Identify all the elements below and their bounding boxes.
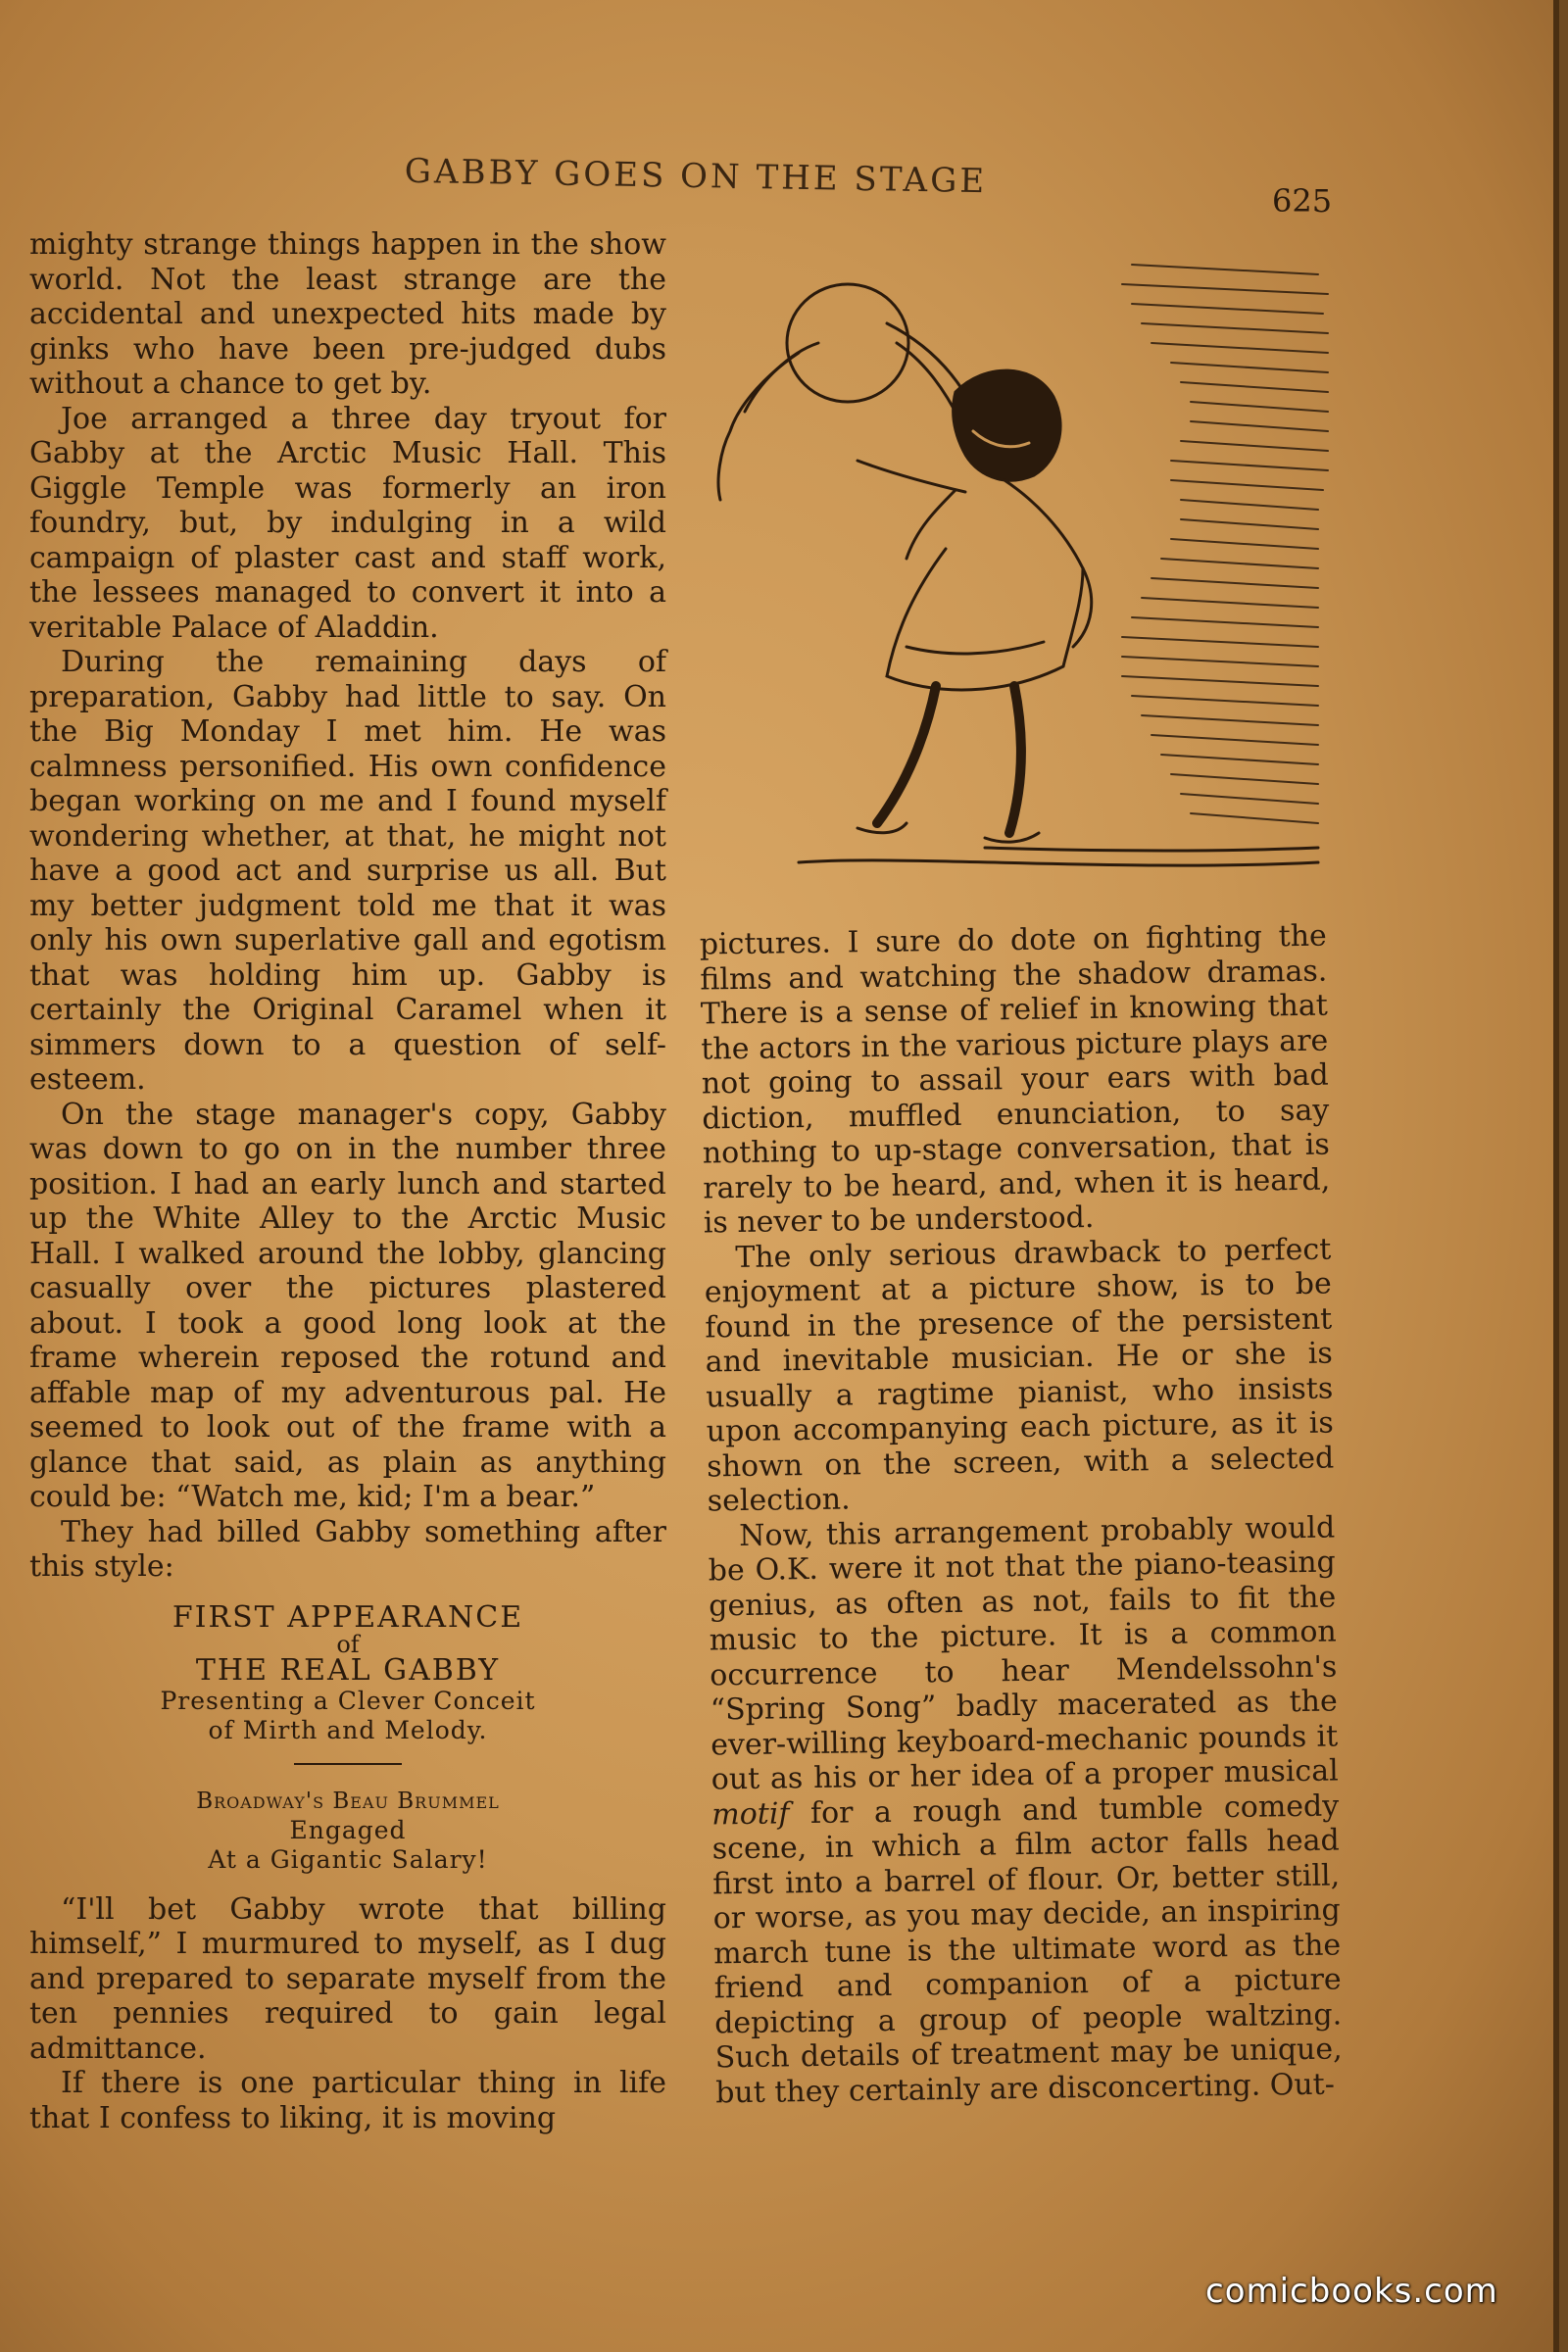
site-watermark: comicbooks.com (1205, 2272, 1498, 2311)
paragraph: They had billed Gabby something after this style: (29, 1514, 666, 1584)
paragraph-text: Now, this arrangement probably would be O.K. were it not that the piano-teasing genius, as often as not, fails to fit the music to the picture. It is a common occurrence to hear Mendelssohn's “Spring Song” badly macerated as the ever-willing keyboard-mechanic pounds it out as his or her idea of a proper musical (708, 1510, 1339, 1797)
right-column (700, 919, 1344, 2111)
paragraph: If there is one particular thing in life that I confess to liking, it is moving (29, 2066, 666, 2135)
paragraph: “I'll bet Gabby wrote that billing himself,” I murmured to myself, as I dug and prepared to separate myself from the ten pennies required to gain legal admittance. (29, 1891, 666, 2066)
billing-line: Presenting a Clever Conceit (160, 1686, 536, 1715)
paragraph: pictures. I sure do dote on fighting the films and watching the shadow dramas. There is a sense of relief in knowing that the actors in the various picture plays are not going to assail your ears with bad diction, muffled enunciation, to say nothing to up-stage conversation, that is rarely to be heard, and, when it is heard, is never to be understood. (699, 918, 1331, 1241)
paragraph: mighty strange things happen in the show world. Not the least strange are the accidental and unexpected hits made by ginks who have been pre-judged dubs without a chance to get by. (29, 227, 666, 401)
billing-line: THE REAL GABBY (195, 1652, 501, 1688)
illustration-girl-with-ball (710, 235, 1338, 902)
paragraph: The only serious drawback to perfect enjoyment at a picture show, is to be found in the presence of the persistent and inevitable musician. He or she is usually a ragtime pianist, who insists upon accompanying each picture, as it is shown on the screen, with a selected selection. (704, 1232, 1335, 1519)
paragraph (708, 1510, 1343, 2110)
paragraph: Joe arranged a three day tryout for Gabby at the Arctic Music Hall. This Giggle Temple was formerly an iron foundry, but, by indulging in a wild campaign of plaster cast and staff work, the lessees managed to convert it into a veritable Palace of Aladdin. (29, 401, 666, 645)
paragraph: During the remaining days of preparation, Gabby had little to say. On the Big Monday I met him. He was calmness personified. His own confidence began working on me and I found myself wondering whether, at that, he might not have a good act and surprise us all. But my better judgment told me that it was only his own superlative gall and egotism that was holding him up. Gabby is certainly the Original Caramel when it simmers down to a question of self-esteem. (29, 645, 666, 1097)
italic-word: motif (710, 1795, 790, 1832)
running-title: GABBY GOES ON THE STAGE (404, 151, 988, 202)
page-number: 625 (1272, 182, 1333, 220)
left-column (29, 227, 666, 2135)
billing-line: of Mirth and Melody. (208, 1715, 488, 1744)
billing-line: of (336, 1630, 360, 1658)
billing-line: FIRST APPEARANCE (172, 1599, 524, 1635)
billing-line: At a Gigantic Salary! (208, 1844, 488, 1874)
divider (294, 1763, 402, 1765)
paragraph-text: for a rough and tumble comedy scene, in which a film actor falls head first into a barrel of flour. Or, better still, or worse, as you may decide, an inspiring march tune is the ultimate word as the friend and companion of a picture depicting a group of people waltzing. Such details of treatment may be unique, but they certainly are disconcerting. Out- (711, 1788, 1343, 2110)
paragraph: On the stage manager's copy, Gabby was down to go on in the number three position. I had an early lunch and started up the White Alley to the Arctic Music Hall. I walked around the lobby, glancing casually over the pictures plastered about. I took a good long look at the frame wherein reposed the rotund and affable map of my adventurous pal. He seemed to look out of the frame with a glance that said, as plain as anything could be: “Watch me, kid; I'm a bear.” (29, 1097, 666, 1514)
billing-line: Engaged (289, 1815, 407, 1844)
billing-notice (29, 1599, 666, 1875)
billing-line: Broadway's Beau Brummel (196, 1788, 500, 1814)
